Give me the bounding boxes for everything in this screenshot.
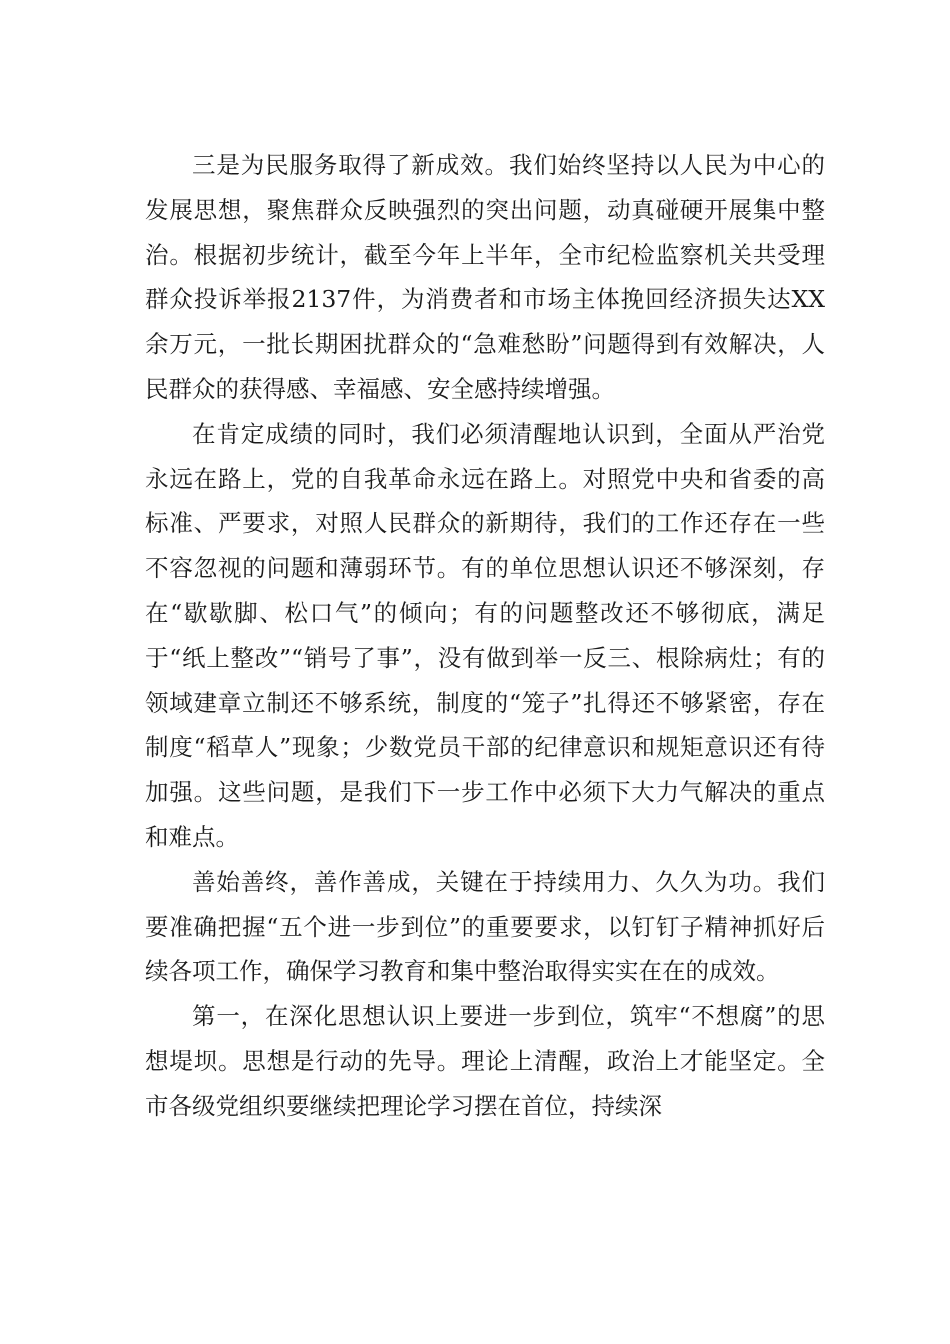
paragraph-service-achievements: 三是为民服务取得了新成效。我们始终坚持以人民为中心的发展思想，聚焦群众反映强烈的突出问题，动真碰硬开展集中整治。根据初步统计，截至今年上半年，全市纪检监察机关共受理群众投诉举报2137件，为消费者和市场主体挽回经济损失达XX余万元，一批长期困扰群众的“急难愁盼”问题得到有效解决，人民群众的获得感、幸福感、安全感持续增强。 <box>145 151 825 403</box>
paragraph-sustained-effort: 善始善终，善作善成，关键在于持续用力、久久为功。我们要准确把握“五个进一步到位”的重要要求，以钉钉子精神抓好后续各项工作，确保学习教育和集中整治取得实实在在的成效。 <box>145 867 825 986</box>
document-body <box>145 143 825 1129</box>
paragraph-existing-problems: 在肯定成绩的同时，我们必须清醒地认识到，全面从严治党永远在路上，党的自我革命永远在路上。对照党中央和省委的高标准、严要求，对照人民群众的新期待，我们的工作还存在一些不容忽视的问题和薄弱环节。有的单位思想认识还不够深刻，存在“歇歇脚、松口气”的倾向；有的问题整改还不够彻底，满足于“纸上整改”“销号了事”，没有做到举一反三、根除病灶；有的领域建章立制还不够系统，制度的“笼子”扎得还不够紧密，存在制度“稻草人”现象；少数党员干部的纪律意识和规矩意识还有待加强。这些问题，是我们下一步工作中必须下大力气解决的重点和难点。 <box>145 419 825 851</box>
paragraph-first-measure: 第一，在深化思想认识上要进一步到位，筑牢“不想腐”的思想堤坝。思想是行动的先导。理论上清醒，政治上才能坚定。全市各级党组织要继续把理论学习摆在首位，持续深 <box>145 1002 825 1120</box>
